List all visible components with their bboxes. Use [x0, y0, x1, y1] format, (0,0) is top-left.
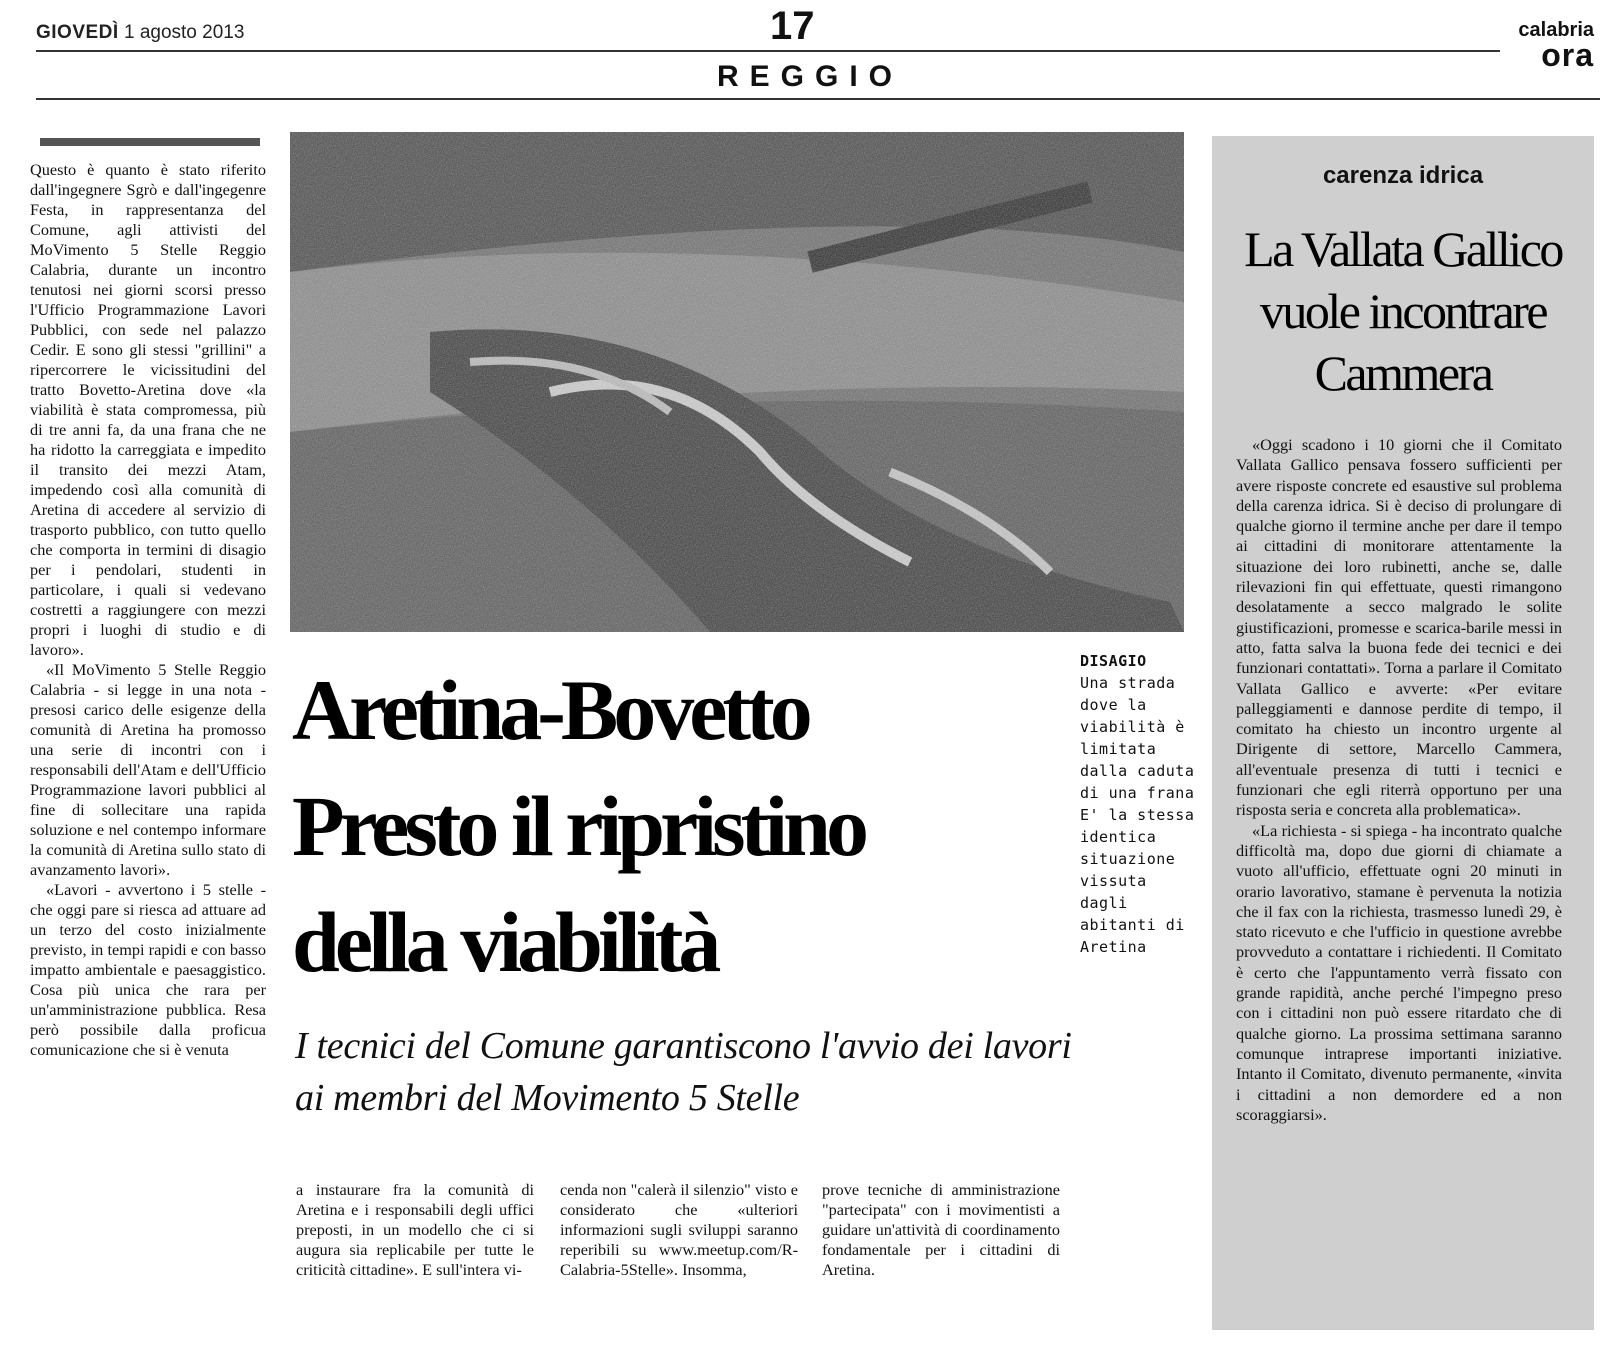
bottom-column-2-text: cenda non "calerà il silenzio" visto e considerato che «ulteriori informazioni sugli sviluppi saranno reperibili su www.meetup.com/R-Calabria-5Stelle». Insomma,: [560, 1180, 798, 1279]
photo-illustration: [290, 132, 1184, 632]
headline-line-1: Aretina-Bovetto: [292, 662, 808, 758]
sidebar-title-line-3: Cammera: [1314, 345, 1492, 401]
headline-line-3: della viabilità: [292, 894, 717, 990]
left-paragraph-3: «Lavori - avvertono i 5 stelle - che oggi pare si riesca ad attuare ad un terzo del costo inizialmente previsto, in tempi rapidi e con basso impatto ambientale e paesaggistico. Cosa più unica che rara per un'amministrazione pubblica. Resa però possibile dalla proficua comunicazione che si è venuta: [30, 880, 266, 1059]
newspaper-logo: [1494, 19, 1594, 73]
sidebar-kicker: carenza idrica: [1322, 162, 1484, 189]
header-date: [36, 22, 244, 44]
left-paragraph-2: «Il MoVimento 5 Stelle Reggio Calabria - si legge in una nota - presosi carico delle esigenze della comunità di Aretina ha promosso una serie di incontri con i responsabili dell'Atam e dell'Ufficio Programmazione lavori pubblici al fine di sollecitare una rapida soluzione e nel contempo informare la comunità di Aretina sullo stato di avanzamento lavori».: [30, 660, 266, 879]
left-paragraph-1: Questo è quanto è stato riferito dall'ingegnere Sgrò e dall'ingegenre Festa, in rappresentanza del Comune, agli attivisti del MoVimento 5 Stelle Reggio Calabria, durante un incontro tenutosi nei giorni scorsi presso l'Ufficio Programmazione Lavori Pubblici, con sede nel palazzo Cedir. E sono gli stessi "grillini" a ripercorrere le vicissitudini del tratto Bovetto-Aretina dove «la viabilità è stata compromessa, più di tre anni fa, da una frana che ne ha ridotto la carreggiata e impedito il transito dei mezzi Atam, impedendo così alla comunità di Aretina di accedere al servizio di trasporto pubblico, con tutto quello che comporta in termini di disagio per i pendolari, studenti in particolare, i quali si vedevano costretti a raggiungere con mezzi propri i luoghi di studio e di lavoro».: [30, 160, 266, 659]
bottom-column-3: [822, 1180, 1060, 1280]
photo-caption: [1080, 650, 1200, 958]
caption-text: Una strada dove la viabilità è limitata dalla caduta di una frana E' la stessa identica situazione vissuta dagli abitanti di Aretina: [1080, 674, 1195, 956]
cut-kicker-bar: [40, 138, 260, 146]
main-headline: [292, 652, 1072, 1000]
sidebar-title-line-1: La Vallata Gallico: [1244, 221, 1562, 277]
logo-bottom-text: ora: [1541, 37, 1594, 73]
header-day: GIOVEDÌ: [36, 22, 119, 43]
landslide-photo: [290, 132, 1184, 632]
article-left-column: [30, 160, 266, 1060]
header-rule-bottom: [36, 98, 1600, 100]
sidebar-body: [1236, 435, 1562, 1125]
sidebar-paragraph-2: «La richiesta - si spiega - ha incontrato qualche difficoltà ma, dopo due giorni di chiamate a vuoto all'ufficio, effettuate ogni 20 minuti in orario lavorativo, stamane è pervenuta la notizia che il fax con la richiesta, trasmesso lunedì 29, è stato ricevuto e che l'ufficio in questione avrebbe provveduto a contattare i richiedenti. Il Comitato è certo che l'appuntamento verrà fissato con grande rapidità, anche perché l'impegno preso con i cittadini non può essere ritardato che di qualche giorno. La prossima settimana saranno comunque intraprese importanti iniziative. Intanto il Comitato, divenuto permanente, «invita i cittadini a non demordere ed a non scoraggiarsi».: [1236, 820, 1562, 1124]
headline-line-2: Presto il ripristino: [292, 778, 865, 874]
header-rule-top: [36, 50, 1500, 52]
page-number: 17: [770, 4, 815, 48]
bottom-column-3-text: prove tecniche di amministrazione "partecipata" con i movimentisti a guidare un'attività di coordinamento fondamentale per i cittadini di Aretina.: [822, 1180, 1060, 1279]
sidebar-title: [1222, 218, 1584, 404]
caption-title: DISAGIO: [1080, 652, 1147, 670]
bottom-column-1-text: a instaurare fra la comunità di Aretina e i responsabili degli uffici preposti, in un modello che ci si augura sia replicabile per tutte le criticità cittadine». E sull'intera vi-: [296, 1180, 534, 1279]
header-date-text: 1 agosto 2013: [123, 22, 245, 43]
section-title: REGGIO: [716, 60, 903, 93]
logo-top-text: calabria: [1518, 19, 1594, 41]
sidebar-title-line-2: vuole incontrare: [1259, 283, 1547, 339]
bottom-column-1: [296, 1180, 534, 1280]
bottom-column-2: [560, 1180, 798, 1280]
sidebar-paragraph-1: «Oggi scadono i 10 giorni che il Comitato Vallata Gallico pensava fossero sufficienti per avere risposte concrete ed esaustive sul problema della carenza idrica. Si è deciso di prolungare di qualche giorno il termine anche per dare il tempo ai cittadini di monitorare attentamente la situazione dei loro rubinetti, anche se, dalle rilevazioni fin qui effettuate, questi rimangono desolatamente a secco malgrado le solite giustificazioni, promesse e scarica-barile messi in atto, fatta salva la buona fede dei tecnici e dei funzionari contattati». Torna a parlare il Comitato Vallata Gallico e avverte: «Per evitare palleggiamenti e dannose perdite di tempo, il comitato ha chiesto un incontro urgente al Dirigente di settore, Marcello Cammera, all'eventuale presenza di tutti i tecnici e funzionari che egli riterrà opportuno per una risposta seria e concreta alla problematica».: [1236, 435, 1562, 820]
subheadline: I tecnici del Comune garantiscono l'avvio dei lavori ai membri del Movimento 5 Stelle: [295, 1025, 1072, 1119]
